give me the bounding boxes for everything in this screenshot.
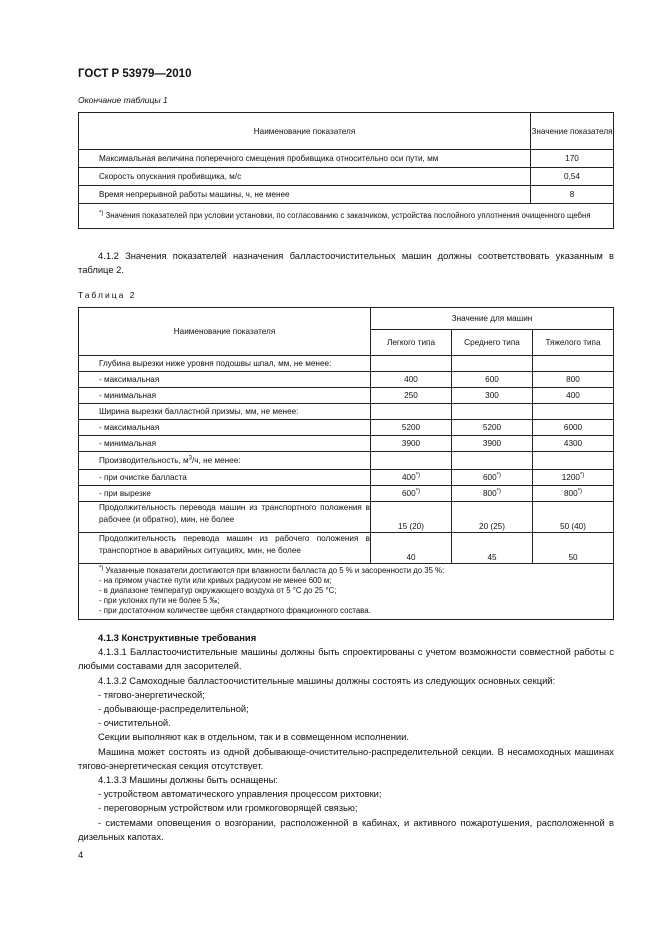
cell-light: 400*)	[371, 470, 452, 486]
page-number: 4	[78, 850, 84, 861]
paragraph: Секции выполняют как в отдельном, так и в совмещенном исполнении.	[98, 731, 410, 743]
table-footnote-row	[79, 564, 614, 620]
row-name: - при очистке балласта	[79, 470, 371, 486]
table-footnote-row	[79, 204, 614, 229]
footnote-text: Указанные показатели достигаются при влажности балласта до 5 % и засоренности до 35 %:	[105, 566, 445, 575]
cell-light: 5200	[371, 420, 452, 436]
cell-heavy: 50 (40)	[533, 502, 614, 533]
perf-title-b: /ч, не менее:	[192, 456, 241, 465]
footnote-line: - при достаточном количестве щебня стандартного фракционного состава.	[99, 606, 371, 615]
table-header-row	[79, 113, 614, 150]
section-4-1-3	[78, 631, 614, 844]
list-item: - тягово-энергетической;	[98, 688, 205, 700]
table-row	[79, 502, 614, 533]
row-value: 0,54	[531, 168, 614, 186]
cell-medium: 300	[452, 388, 533, 404]
cell-light: 600*)	[371, 486, 452, 502]
table-2	[78, 307, 614, 620]
footnote-mark: *)	[496, 472, 501, 479]
cell-light: 250	[371, 388, 452, 404]
row-value: 170	[531, 150, 614, 168]
cell-medium: 20 (25)	[452, 502, 533, 533]
column-header: Наименование показателя	[79, 308, 371, 356]
perf-unit-sup: 3	[188, 455, 192, 462]
cell-heavy: 1200*)	[533, 470, 614, 486]
list-item: - переговорным устройством или громкоговорящей связью;	[98, 802, 358, 814]
table-row	[79, 452, 614, 470]
table-row	[79, 470, 614, 486]
column-header-light: Легкого типа	[371, 330, 452, 356]
cell-medium: 45	[452, 533, 533, 564]
cell-heavy: 400	[533, 388, 614, 404]
row-value: 8	[531, 186, 614, 204]
table-row	[79, 186, 614, 204]
cell-heavy: 800*)	[533, 486, 614, 502]
row-name: Максимальная величина поперечного смещения пробивщика относительно оси пути, мм	[79, 150, 531, 168]
paragraph: Машина может состоять из одной добывающе-очистительно-распределительной секции. В несамоходных машинах тягово-энергетическая секция отсутствует.	[78, 745, 614, 771]
table-row	[79, 168, 614, 186]
paragraph: 4.1.3.1 Балластоочистительные машины должны быть спроектированы с учетом возможности совместной работы с любыми составами для засорителей.	[78, 646, 614, 672]
table-row	[79, 486, 614, 502]
paragraph: 4.1.3.3 Машины должны быть оснащены:	[98, 774, 278, 786]
row-name: - минимальная	[79, 388, 371, 404]
paragraph-4-1-2: 4.1.2 Значения показателей назначения балластоочистительных машин должны соответствовать указанным в таблице 2.	[78, 250, 614, 276]
cell-medium: 600	[452, 372, 533, 388]
footnote-line: - в диапазоне температур окружающего воздуха от 5 °С до 25 °С;	[99, 586, 337, 595]
table-row	[79, 388, 614, 404]
footnote-mark: *)	[415, 488, 420, 495]
list-item: - устройством автоматического управления процессом рихтовки;	[98, 788, 382, 800]
table-footnote	[79, 564, 614, 620]
table-row	[79, 533, 614, 564]
footnote-mark: *)	[579, 472, 585, 479]
table-row	[79, 420, 614, 436]
cell-light: 40	[371, 533, 452, 564]
cell-heavy: 6000	[533, 420, 614, 436]
table-1	[78, 112, 614, 229]
table-row	[79, 404, 614, 420]
table-row	[79, 372, 614, 388]
footnote-mark: *)	[496, 488, 501, 495]
row-name: Продолжительность перевода машин из рабочего положения в транспортное в аварийных ситуациях, мин, не более	[79, 533, 371, 564]
list-item: - добывающе-распределительной;	[98, 703, 249, 715]
column-group-header: Значение для машин	[371, 308, 614, 330]
list-item: - очистительной.	[98, 717, 171, 729]
cell-light: 15 (20)	[371, 502, 452, 533]
table-header-row	[79, 308, 614, 330]
row-name: Время непрерывной работы машины, ч, не менее	[79, 186, 531, 204]
list-item: - системами оповещения о возгорании, расположенной в кабинах, и активного пожаротушения, расположенной в дизельных капотах.	[78, 816, 614, 842]
table1-caption: Окончание таблицы 1	[78, 95, 168, 105]
column-header: Значение показателя	[531, 113, 614, 150]
footnote-mark: *)	[577, 488, 582, 495]
table-footnote	[79, 204, 614, 229]
document-header: ГОСТ Р 53979—2010	[78, 68, 192, 80]
footnote-mark: *)	[415, 472, 420, 479]
row-name: - минимальная	[79, 436, 371, 452]
footnote-line: - на прямом участке пути или кривых радиусом не менее 600 м;	[99, 576, 332, 585]
cell-medium: 800*)	[452, 486, 533, 502]
table-row	[79, 356, 614, 372]
section-heading: 4.1.3 Конструктивные требования	[98, 632, 257, 643]
row-name: Продолжительность перевода машин из транспортного положения в рабочее (и обратно), мин, не более	[79, 502, 371, 533]
row-name: Ширина вырезки балластной призмы, мм, не менее:	[79, 404, 371, 420]
perf-title-a: Производительность, м	[99, 456, 189, 465]
cell-medium: 600*)	[452, 470, 533, 486]
row-name: Скорость опускания пробивщика, м/с	[79, 168, 531, 186]
column-header-medium: Среднего типа	[452, 330, 533, 356]
footnote-line: - при уклонах пути не более 5 ‰;	[99, 596, 220, 605]
paragraph: 4.1.3.2 Самоходные балластоочистительные машины должны состоять из следующих основных секций:	[98, 674, 556, 686]
cell-heavy: 50	[533, 533, 614, 564]
cell-heavy: 800	[533, 372, 614, 388]
footnote-mark: *)	[99, 565, 104, 572]
row-name: - при вырезке	[79, 486, 371, 502]
row-name	[79, 452, 371, 470]
footnote-text: Значения показателей при условии установки, по согласованию с заказчиком, устройства послойного уплотнения очищенного щебня	[105, 210, 591, 220]
row-name: - максимальная	[79, 420, 371, 436]
table-row	[79, 436, 614, 452]
cell-heavy: 4300	[533, 436, 614, 452]
cell-light: 400	[371, 372, 452, 388]
table-row	[79, 150, 614, 168]
cell-medium: 3900	[452, 436, 533, 452]
row-name: Глубина вырезки ниже уровня подошвы шпал, мм, не менее:	[79, 356, 371, 372]
cell-light: 3900	[371, 436, 452, 452]
table2-caption: Таблица 2	[78, 290, 137, 300]
footnote-mark: *)	[99, 210, 104, 217]
row-name: - максимальная	[79, 372, 371, 388]
cell-medium: 5200	[452, 420, 533, 436]
column-header: Наименование показателя	[79, 113, 531, 150]
column-header-heavy: Тяжелого типа	[533, 330, 614, 356]
